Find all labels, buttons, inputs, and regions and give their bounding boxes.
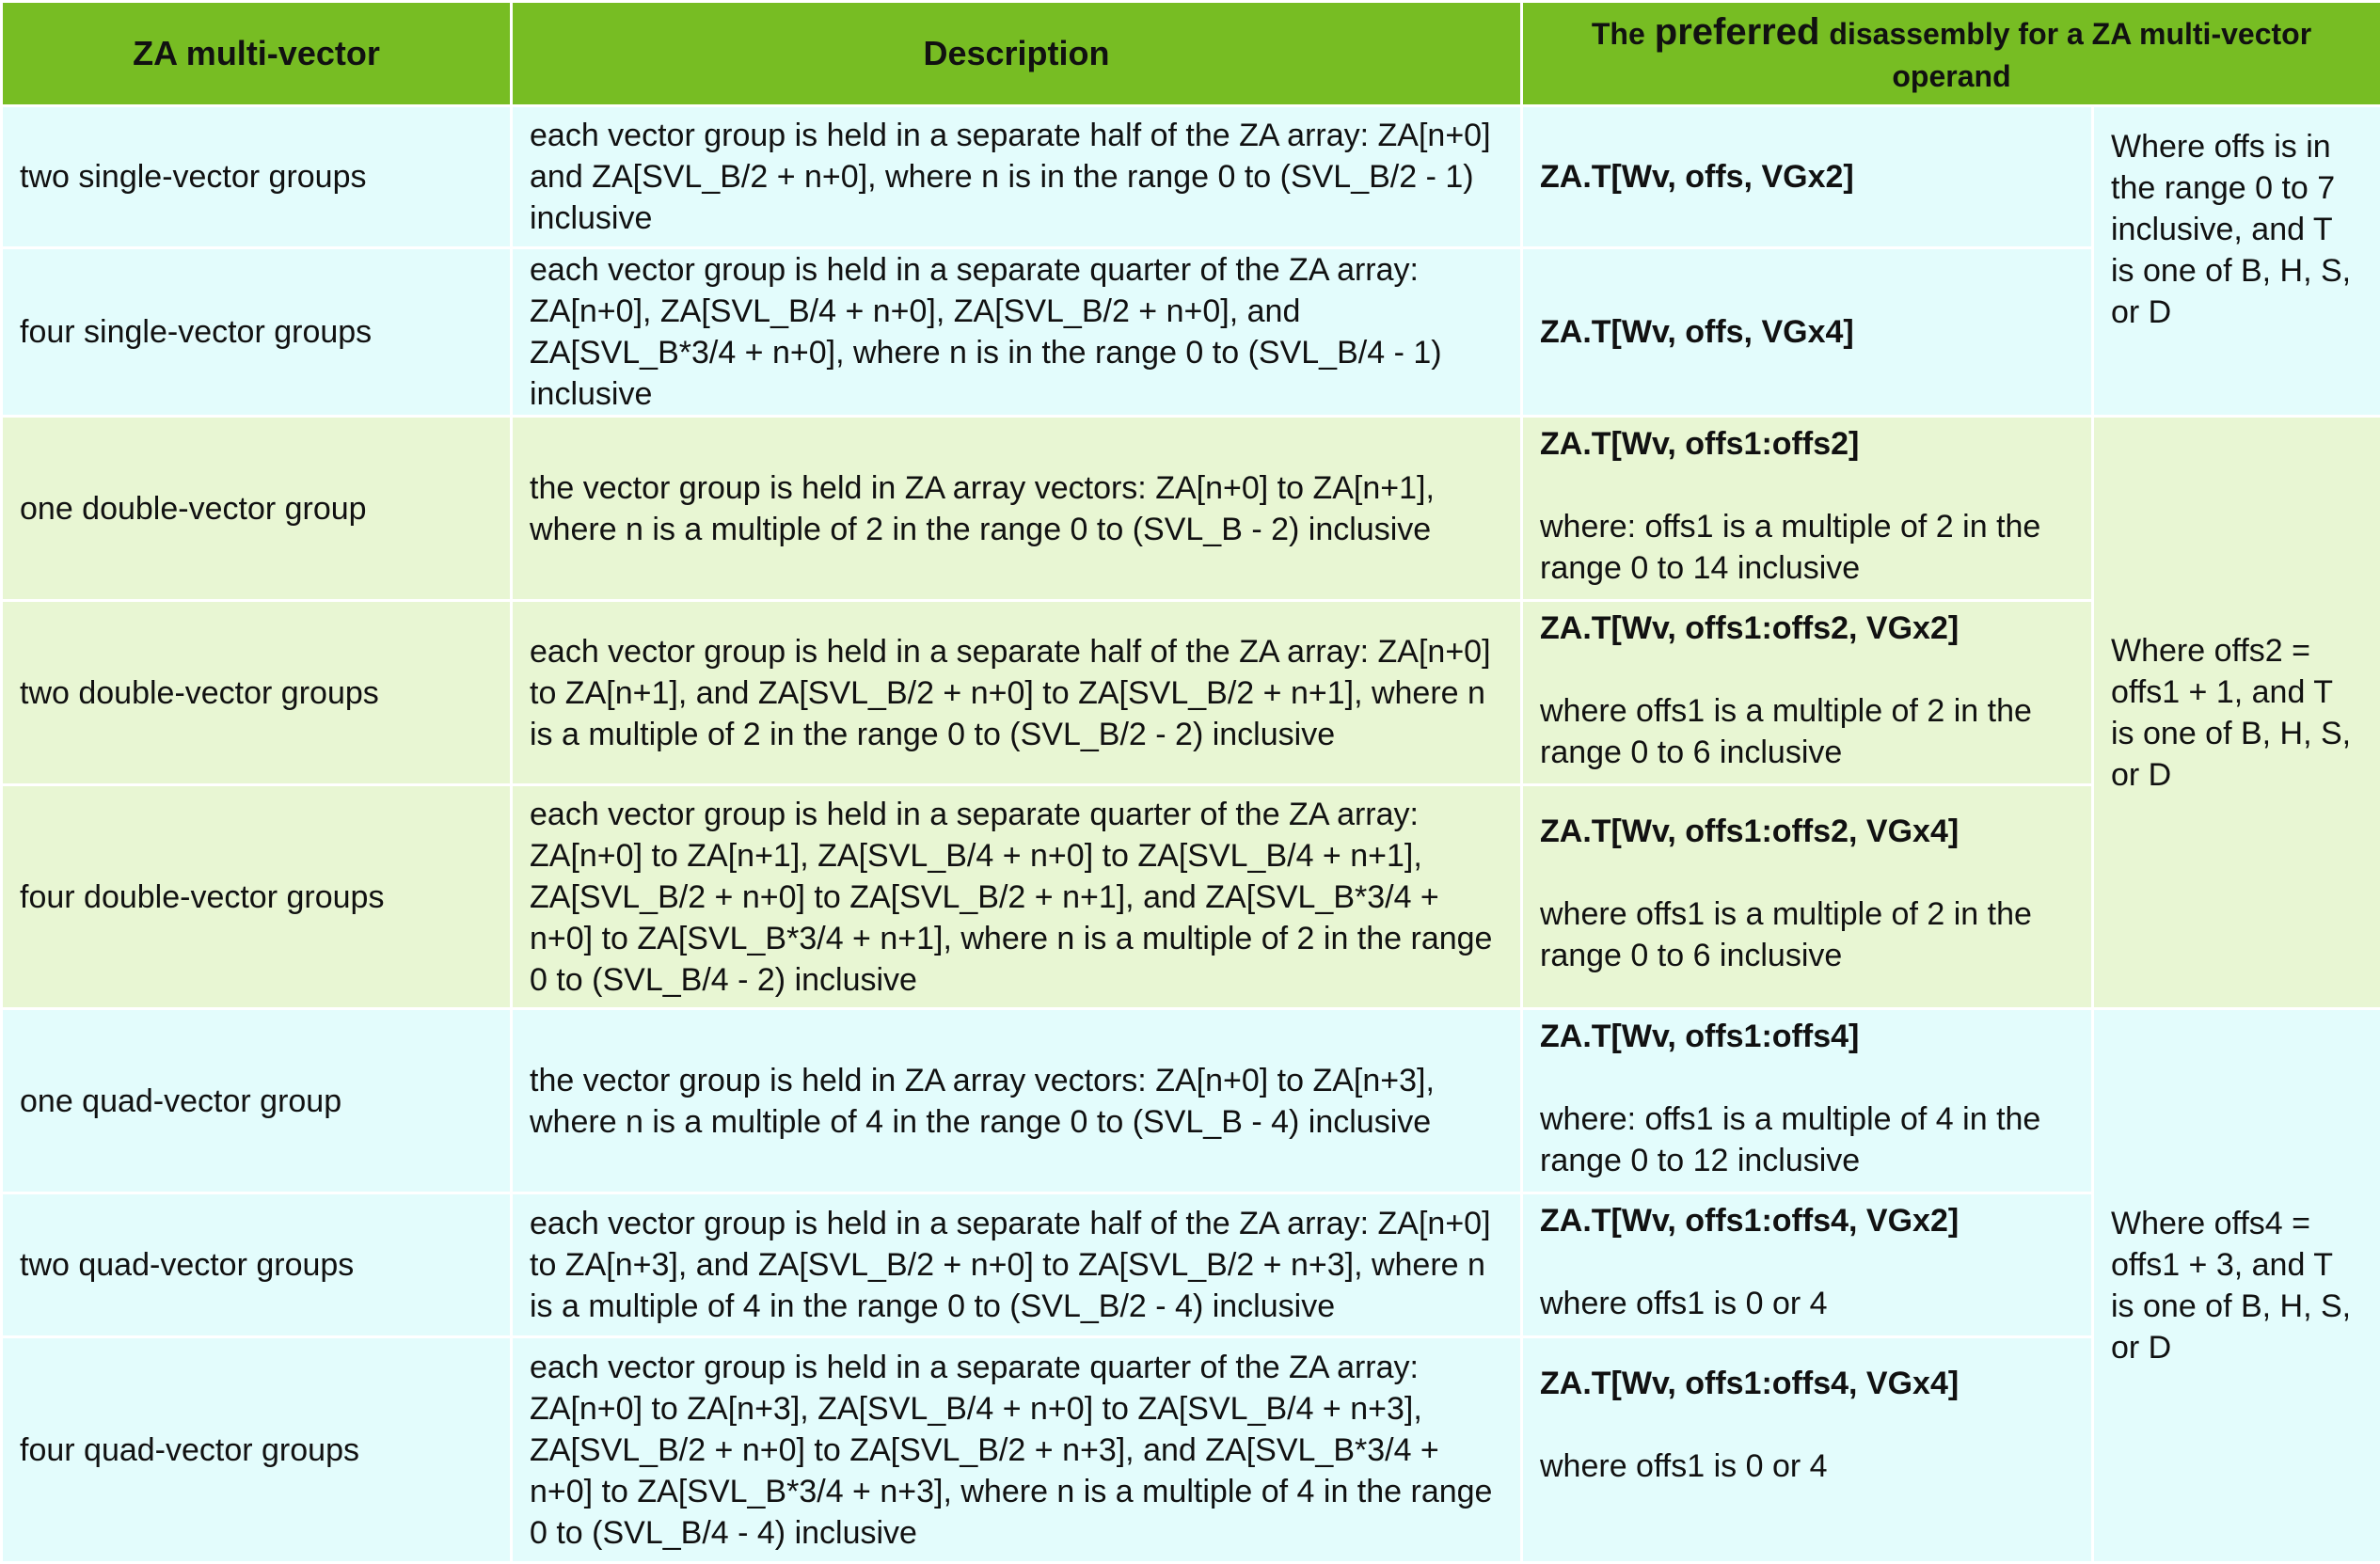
note-quad-vector: Where offs4 = offs1 + 3, and T is one of B, H, S, or D [2093,1009,2380,1563]
row-disassembly: ZA.T[Wv, offs1:offs4] [1540,1019,1859,1054]
row-disassembly: ZA.T[Wv, offs, VGx2] [1522,106,2093,248]
row-where: where offs1 is a multiple of 2 in the range 0 to 6 inclusive [1540,896,2032,973]
table-row [2,417,2380,601]
row-disassembly-cell [1522,1337,2093,1563]
row-disassembly: ZA.T[Wv, offs1:offs4, VGx2] [1540,1203,1959,1239]
table-row [2,106,2380,248]
row-disassembly-cell [1522,785,2093,1009]
header-pre: The [1592,17,1645,51]
row-name: two double-vector groups [2,601,512,785]
row-where: where offs1 is a multiple of 2 in the range 0 to 6 inclusive [1540,693,2032,770]
row-description: each vector group is held in a separate half of the ZA array: ZA[n+0] to ZA[n+1], and ZA[SVL_B/2 + n+0] to ZA[SVL_B/2 + n+1], where n is a multiple of 2 in the range 0 to (SVL_B/2 - 2) inclusive [512,601,1522,785]
row-description: each vector group is held in a separate quarter of the ZA array: ZA[n+0], ZA[SVL_B/4 + n+0], ZA[SVL_B/2 + n+0], and ZA[SVL_B*3/4 + n+0], where n is in the range 0 to (SVL_B/4 - 1) inclusive [512,248,1522,417]
row-description: each vector group is held in a separate quarter of the ZA array: ZA[n+0] to ZA[n+1], ZA[SVL_B/4 + n+0] to ZA[SVL_B/4 + n+1], ZA[SVL_B/2 + n+0] to ZA[SVL_B/2 + n+1], and ZA[SVL_B*3/4 + n+0] to ZA[SVL_B*3/4 + n+1], where n is a multiple of 2 in the range 0 to (SVL_B/4 - 2) inclusive [512,785,1522,1009]
row-description: each vector group is held in a separate half of the ZA array: ZA[n+0] to ZA[n+3], and ZA[SVL_B/2 + n+0] to ZA[SVL_B/2 + n+3], where n is a multiple of 4 in the range 0 to (SVL_B/2 - 4) inclusive [512,1193,1522,1337]
row-disassembly-cell [1522,1193,2093,1337]
row-where: where: offs1 is a multiple of 4 in the range 0 to 12 inclusive [1540,1101,2040,1178]
row-disassembly-cell [1522,417,2093,601]
header-row [2,2,2380,106]
row-description: each vector group is held in a separate quarter of the ZA array: ZA[n+0] to ZA[n+3], ZA[SVL_B/4 + n+0] to ZA[SVL_B/4 + n+3], ZA[SVL_B/2 + n+0] to ZA[SVL_B/2 + n+3], and ZA[SVL_B*3/4 + n+0] to ZA[SVL_B*3/4 + n+3], where n is a multiple of 4 in the range 0 to (SVL_B/4 - 4) inclusive [512,1337,1522,1563]
note-single-vector: Where offs is in the range 0 to 7 inclusive, and T is one of B, H, S, or D [2093,106,2380,417]
row-disassembly: ZA.T[Wv, offs1:offs2] [1540,426,1859,462]
row-name: four single-vector groups [2,248,512,417]
row-disassembly: ZA.T[Wv, offs1:offs2, VGx2] [1540,610,1959,646]
row-name: one quad-vector group [2,1009,512,1193]
row-disassembly: ZA.T[Wv, offs1:offs2, VGx4] [1540,814,1959,849]
note-double-vector: Where offs2 = offs1 + 1, and T is one of B, H, S, or D [2093,417,2380,1009]
row-description: the vector group is held in ZA array vectors: ZA[n+0] to ZA[n+1], where n is a multiple of 2 in the range 0 to (SVL_B - 2) inclusive [512,417,1522,601]
row-disassembly: ZA.T[Wv, offs1:offs4, VGx4] [1540,1366,1959,1401]
table-row [2,1009,2380,1193]
row-name: four quad-vector groups [2,1337,512,1563]
row-disassembly-cell [1522,601,2093,785]
row-description: the vector group is held in ZA array vectors: ZA[n+0] to ZA[n+3], where n is a multiple of 4 in the range 0 to (SVL_B - 4) inclusive [512,1009,1522,1193]
header-preferred-word: preferred [1655,11,1820,53]
row-name: four double-vector groups [2,785,512,1009]
row-name: two single-vector groups [2,106,512,248]
row-disassembly-cell [1522,1009,2093,1193]
table-row [2,1193,2380,1337]
table-row [2,601,2380,785]
header-description: Description [512,2,1522,106]
row-where: where offs1 is 0 or 4 [1540,1286,1828,1321]
row-where: where offs1 is 0 or 4 [1540,1448,1828,1484]
header-preferred-disassembly [1522,2,2380,106]
row-description: each vector group is held in a separate half of the ZA array: ZA[n+0] and ZA[SVL_B/2 + n+0], where n is in the range 0 to (SVL_B/2 - 1) inclusive [512,106,1522,248]
row-name: two quad-vector groups [2,1193,512,1337]
row-where: where: offs1 is a multiple of 2 in the range 0 to 14 inclusive [1540,509,2040,586]
header-post: disassembly for a ZA multi-vector operand [1829,17,2311,93]
row-name: one double-vector group [2,417,512,601]
table-row [2,1337,2380,1563]
table-row [2,248,2380,417]
header-za-multivector: ZA multi-vector [2,2,512,106]
row-disassembly: ZA.T[Wv, offs, VGx4] [1522,248,2093,417]
table-row [2,785,2380,1009]
